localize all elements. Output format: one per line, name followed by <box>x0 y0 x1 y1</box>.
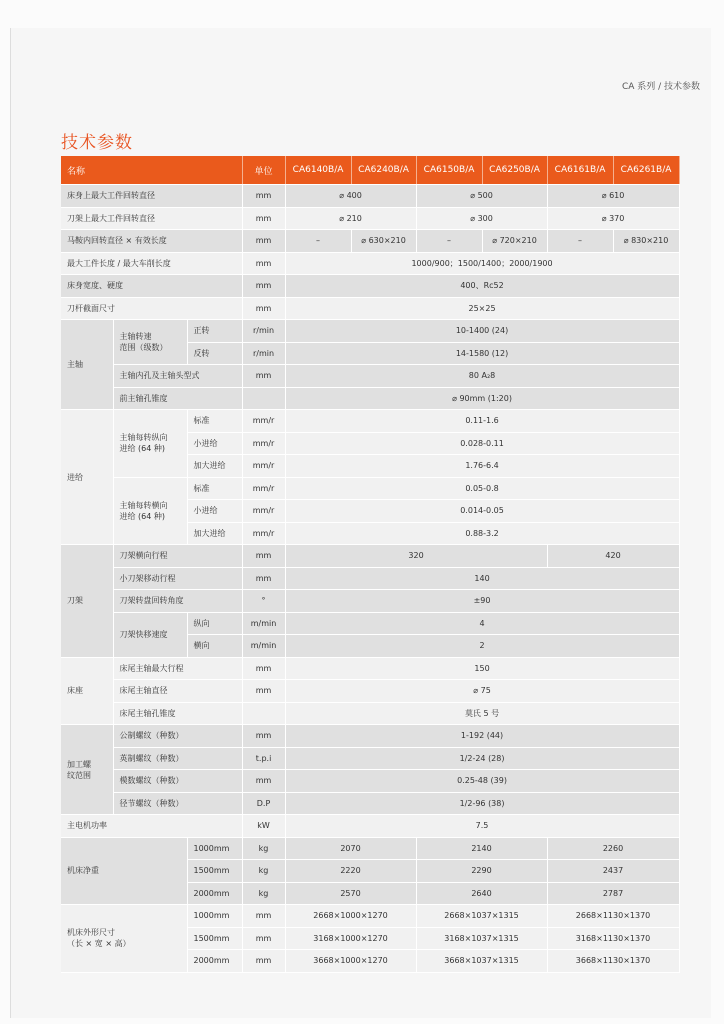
table-row <box>61 837 679 860</box>
param-name: 英制螺纹（种数） <box>113 747 242 770</box>
param-unit: mm <box>242 545 285 568</box>
param-unit: kg <box>242 837 285 860</box>
length-label: 1000mm <box>187 837 242 860</box>
param-name: 床身上最大工件回转直径 <box>61 185 242 208</box>
param-name: 刀架上最大工件回转直径 <box>61 207 242 230</box>
table-row <box>61 770 679 793</box>
param-name: 刀杆截面尺寸 <box>61 297 242 320</box>
param-value: ⌀ 210 <box>285 207 416 230</box>
param-unit: mm/r <box>242 432 285 455</box>
param-value: 420 <box>547 545 679 568</box>
param-unit: mm <box>242 950 285 973</box>
param-name: 主轴内孔及主轴头型式 <box>113 365 242 388</box>
param-value: 14-1580 (12) <box>285 342 679 365</box>
param-value: 0.05-0.8 <box>285 477 679 500</box>
param-unit: mm <box>242 567 285 590</box>
table-row <box>61 680 679 703</box>
length-label: 1500mm <box>187 860 242 883</box>
table-row <box>61 365 679 388</box>
param-name: 床身宽度、硬度 <box>61 275 242 298</box>
table-row <box>61 275 679 298</box>
param-unit <box>242 702 285 725</box>
feed-long-label: 主轴每转纵向 进给 (64 种) <box>113 410 187 478</box>
table-row <box>61 477 679 500</box>
sub-label: 反转 <box>187 342 242 365</box>
param-unit: mm <box>242 252 285 275</box>
header-model: CA6261B/A <box>613 156 679 185</box>
header-model: CA6250B/A <box>482 156 547 185</box>
sub-label: 标准 <box>187 410 242 433</box>
param-value: 10-1400 (24) <box>285 320 679 343</box>
param-unit: mm <box>242 297 285 320</box>
header-unit: 单位 <box>242 156 285 185</box>
param-unit: mm <box>242 657 285 680</box>
param-unit: kg <box>242 882 285 905</box>
header-model: CA6150B/A <box>416 156 482 185</box>
param-value: 3168×1000×1270 <box>285 927 416 950</box>
param-value: 2668×1037×1315 <box>416 905 547 928</box>
param-unit: m/min <box>242 635 285 658</box>
param-unit: mm/r <box>242 477 285 500</box>
param-value: ⌀ 630×210 <box>351 230 416 253</box>
param-unit: D.P <box>242 792 285 815</box>
section-label: CA 系列 / 技术参数 <box>622 82 701 92</box>
param-value: ⌀ 400 <box>285 185 416 208</box>
param-unit <box>242 387 285 410</box>
param-value: 140 <box>285 567 679 590</box>
category-dimensions: 机床外形尺寸 （长 × 宽 × 高） <box>61 905 187 973</box>
param-value: 2140 <box>416 837 547 860</box>
sub-label: 纵向 <box>187 612 242 635</box>
param-name: 公制螺纹（种数） <box>113 725 242 748</box>
param-name: 小刀架移动行程 <box>113 567 242 590</box>
table-row <box>61 725 679 748</box>
param-value: ⌀ 610 <box>547 185 679 208</box>
param-value: ⌀ 720×210 <box>482 230 547 253</box>
param-value: 25×25 <box>285 297 679 320</box>
param-value: 0.25-48 (39) <box>285 770 679 793</box>
param-name: 刀架横向行程 <box>113 545 242 568</box>
param-unit: mm/r <box>242 455 285 478</box>
param-value: 2668×1130×1370 <box>547 905 679 928</box>
category-tool-post: 刀架 <box>61 545 113 658</box>
param-unit: mm <box>242 207 285 230</box>
param-value: 7.5 <box>285 815 679 838</box>
param-value: ⌀ 830×210 <box>613 230 679 253</box>
param-unit: mm <box>242 365 285 388</box>
param-value: 320 <box>285 545 547 568</box>
param-value: 80 A₂8 <box>285 365 679 388</box>
param-value: 2 <box>285 635 679 658</box>
table-row <box>61 320 679 343</box>
table-row <box>61 387 679 410</box>
param-value: 2570 <box>285 882 416 905</box>
param-unit: mm <box>242 770 285 793</box>
sub-label: 加大进给 <box>187 455 242 478</box>
param-unit: mm <box>242 680 285 703</box>
category-tailstock: 床座 <box>61 657 113 725</box>
param-unit: mm <box>242 185 285 208</box>
param-name: 床尾主轴直径 <box>113 680 242 703</box>
param-value: – <box>547 230 613 253</box>
table-row <box>61 545 679 568</box>
param-value: 3668×1037×1315 <box>416 950 547 973</box>
param-unit: mm/r <box>242 522 285 545</box>
param-unit: mm/r <box>242 410 285 433</box>
table-row <box>61 567 679 590</box>
param-unit: kW <box>242 815 285 838</box>
sub-label: 小进给 <box>187 432 242 455</box>
param-unit: mm <box>242 230 285 253</box>
category-feed: 进给 <box>61 410 113 545</box>
param-value: ⌀ 300 <box>416 207 547 230</box>
param-unit: ° <box>242 590 285 613</box>
param-value: 1/2-96 (38) <box>285 792 679 815</box>
param-unit: t.p.i <box>242 747 285 770</box>
param-value: 2668×1000×1270 <box>285 905 416 928</box>
category-spindle: 主轴 <box>61 320 113 410</box>
table-row <box>61 230 679 253</box>
table-row <box>61 207 679 230</box>
param-value: 3168×1130×1370 <box>547 927 679 950</box>
feed-cross-label: 主轴每转横向 进给 (64 种) <box>113 477 187 545</box>
param-value: 2640 <box>416 882 547 905</box>
param-value: 1000/900；1500/1400；2000/1900 <box>285 252 679 275</box>
param-unit: mm <box>242 725 285 748</box>
param-value: ⌀ 75 <box>285 680 679 703</box>
table-row <box>61 702 679 725</box>
table-row <box>61 612 679 635</box>
header-model: CA6161B/A <box>547 156 613 185</box>
table-row <box>61 815 679 838</box>
sub-label: 横向 <box>187 635 242 658</box>
param-unit: mm <box>242 927 285 950</box>
table-row <box>61 657 679 680</box>
param-unit: r/min <box>242 342 285 365</box>
param-value: 0.11-1.6 <box>285 410 679 433</box>
table-row <box>61 297 679 320</box>
param-value: 150 <box>285 657 679 680</box>
table-row <box>61 792 679 815</box>
param-unit: m/min <box>242 612 285 635</box>
param-value: 2260 <box>547 837 679 860</box>
param-value: 0.028-0.11 <box>285 432 679 455</box>
param-value: ±90 <box>285 590 679 613</box>
param-value: ⌀ 500 <box>416 185 547 208</box>
param-unit: kg <box>242 860 285 883</box>
length-label: 1000mm <box>187 905 242 928</box>
sub-label: 小进给 <box>187 500 242 523</box>
table-row <box>61 252 679 275</box>
length-label: 2000mm <box>187 950 242 973</box>
param-value: 1-192 (44) <box>285 725 679 748</box>
length-label: 2000mm <box>187 882 242 905</box>
param-value: 3168×1037×1315 <box>416 927 547 950</box>
param-name: 最大工件长度 / 最大车削长度 <box>61 252 242 275</box>
spindle-speed-label: 主轴转速 范围（级数） <box>113 320 187 365</box>
param-value: 2220 <box>285 860 416 883</box>
param-value: 3668×1000×1270 <box>285 950 416 973</box>
category-weight: 机床净重 <box>61 837 187 905</box>
param-value: ⌀ 90mm (1:20) <box>285 387 679 410</box>
table-row <box>61 905 679 928</box>
param-value: 2787 <box>547 882 679 905</box>
param-name: 模数螺纹（种数） <box>113 770 242 793</box>
param-value: 4 <box>285 612 679 635</box>
param-value: 2290 <box>416 860 547 883</box>
length-label: 1500mm <box>187 927 242 950</box>
param-name: 前主轴孔锥度 <box>113 387 242 410</box>
header-model: CA6240B/A <box>351 156 416 185</box>
table-row <box>61 590 679 613</box>
table-row <box>61 185 679 208</box>
param-unit: mm/r <box>242 500 285 523</box>
table-row <box>61 410 679 433</box>
param-unit: r/min <box>242 320 285 343</box>
header-model: CA6140B/A <box>285 156 351 185</box>
header-name: 名称 <box>61 156 242 185</box>
param-value: 400、Rc52 <box>285 275 679 298</box>
param-value: 0.014-0.05 <box>285 500 679 523</box>
param-name: 径节螺纹（种数） <box>113 792 242 815</box>
sub-label: 加大进给 <box>187 522 242 545</box>
table-row <box>61 747 679 770</box>
param-name: 马鞍内回转直径 × 有效长度 <box>61 230 242 253</box>
param-value: 1/2-24 (28) <box>285 747 679 770</box>
rapid-label: 刀架快移速度 <box>113 612 187 657</box>
sub-label: 正转 <box>187 320 242 343</box>
sub-label: 标准 <box>187 477 242 500</box>
param-value: – <box>416 230 482 253</box>
param-name: 床尾主轴最大行程 <box>113 657 242 680</box>
param-name: 主电机功率 <box>61 815 242 838</box>
param-name: 床尾主轴孔锥度 <box>113 702 242 725</box>
param-value: ⌀ 370 <box>547 207 679 230</box>
param-value: 2437 <box>547 860 679 883</box>
param-value: 莫氏 5 号 <box>285 702 679 725</box>
page-title: 技术参数 <box>61 133 133 153</box>
param-name: 刀架转盘回转角度 <box>113 590 242 613</box>
table-header-row <box>61 156 679 185</box>
param-value: 0.88-3.2 <box>285 522 679 545</box>
param-value: – <box>285 230 351 253</box>
param-unit: mm <box>242 905 285 928</box>
spec-table <box>61 156 680 973</box>
param-value: 2070 <box>285 837 416 860</box>
param-value: 3668×1130×1370 <box>547 950 679 973</box>
param-unit: mm <box>242 275 285 298</box>
category-thread: 加工螺 纹范围 <box>61 725 113 815</box>
param-value: 1.76-6.4 <box>285 455 679 478</box>
